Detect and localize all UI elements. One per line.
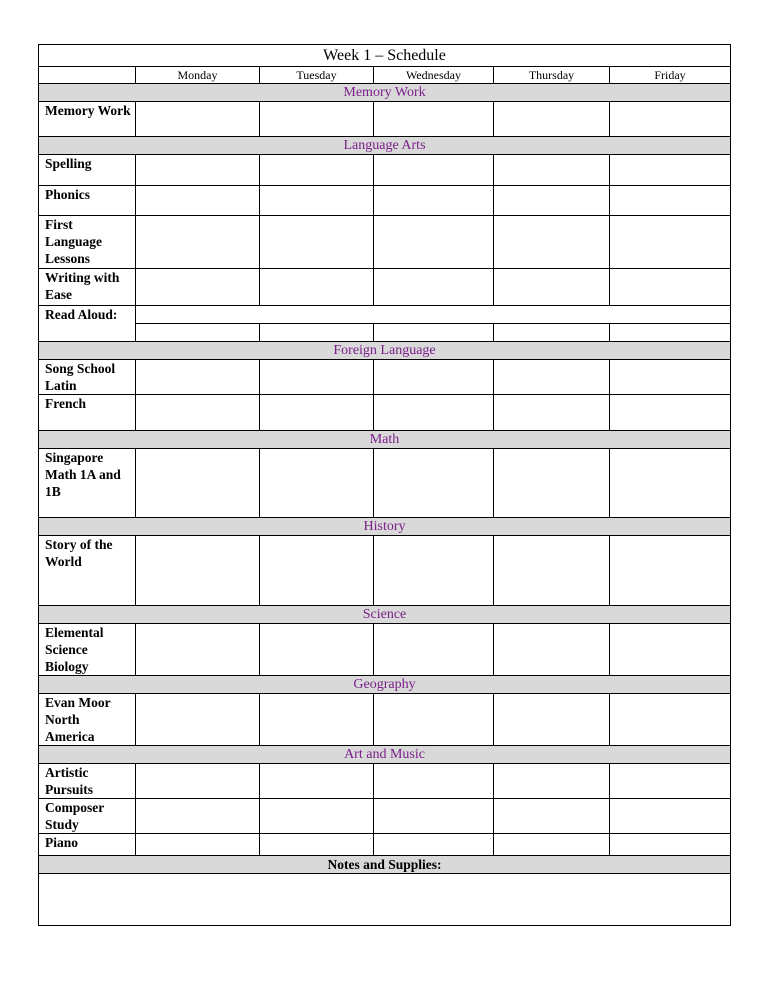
- schedule-cell[interactable]: [610, 834, 731, 856]
- section-heading-language-arts: Language Arts: [39, 137, 731, 155]
- schedule-cell[interactable]: [136, 764, 260, 799]
- schedule-cell[interactable]: [610, 324, 731, 342]
- schedule-cell[interactable]: [610, 536, 731, 606]
- schedule-cell[interactable]: [136, 102, 260, 137]
- schedule-cell[interactable]: [260, 764, 374, 799]
- subject-label: Memory Work: [39, 102, 136, 137]
- schedule-cell[interactable]: [260, 216, 374, 269]
- schedule-cell[interactable]: [610, 216, 731, 269]
- section-heading-history: History: [39, 518, 731, 536]
- subject-row: [39, 102, 731, 137]
- subject-label: Read Aloud:: [39, 306, 136, 342]
- subject-label: Phonics: [39, 186, 136, 216]
- schedule-cell[interactable]: [136, 624, 260, 676]
- subject-row: [39, 694, 731, 746]
- subject-label: Writing with Ease: [39, 269, 136, 306]
- schedule-cell[interactable]: [136, 395, 260, 431]
- notes-heading: Notes and Supplies:: [39, 856, 731, 874]
- schedule-table: [38, 44, 731, 926]
- subject-label: Elemental Science Biology: [39, 624, 136, 676]
- day-header-blank: [39, 67, 136, 84]
- schedule-cell[interactable]: [494, 624, 610, 676]
- schedule-cell[interactable]: [494, 799, 610, 834]
- schedule-cell[interactable]: [494, 449, 610, 518]
- day-header-tuesday: Tuesday: [260, 67, 374, 84]
- schedule-cell[interactable]: [374, 395, 494, 431]
- subject-row: [39, 834, 731, 856]
- subject-label: Evan Moor North America: [39, 694, 136, 746]
- schedule-cell[interactable]: [494, 102, 610, 137]
- schedule-cell[interactable]: [136, 269, 260, 306]
- section-heading-foreign-language: Foreign Language: [39, 342, 731, 360]
- schedule-cell[interactable]: [260, 186, 374, 216]
- schedule-cell[interactable]: [374, 269, 494, 306]
- read-aloud-daily-row: [39, 324, 731, 342]
- schedule-cell[interactable]: [260, 102, 374, 137]
- schedule-cell[interactable]: [136, 186, 260, 216]
- schedule-cell[interactable]: [260, 155, 374, 186]
- day-header-wednesday: Wednesday: [374, 67, 494, 84]
- schedule-cell[interactable]: [374, 360, 494, 395]
- schedule-cell[interactable]: [610, 624, 731, 676]
- subject-label: Piano: [39, 834, 136, 856]
- section-heading-memory-work: Memory Work: [39, 84, 731, 102]
- schedule-cell[interactable]: [136, 360, 260, 395]
- day-header-row: [39, 67, 731, 84]
- schedule-cell[interactable]: [374, 834, 494, 856]
- schedule-cell[interactable]: [494, 360, 610, 395]
- subject-row: [39, 269, 731, 306]
- schedule-title: Week 1 – Schedule: [39, 45, 731, 67]
- schedule-cell[interactable]: [374, 799, 494, 834]
- schedule-cell[interactable]: [610, 799, 731, 834]
- subject-row: [39, 186, 731, 216]
- section-heading-art-and-music: Art and Music: [39, 746, 731, 764]
- schedule-cell[interactable]: [136, 536, 260, 606]
- schedule-cell[interactable]: [494, 216, 610, 269]
- schedule-cell[interactable]: [374, 449, 494, 518]
- schedule-sheet: [38, 44, 730, 926]
- schedule-cell[interactable]: [374, 102, 494, 137]
- schedule-cell[interactable]: [610, 186, 731, 216]
- schedule-cell[interactable]: [260, 360, 374, 395]
- subject-label: Story of the World: [39, 536, 136, 606]
- schedule-cell[interactable]: [260, 694, 374, 746]
- subject-label: First Language Lessons: [39, 216, 136, 269]
- subject-row: [39, 624, 731, 676]
- section-heading-math: Math: [39, 431, 731, 449]
- schedule-cell[interactable]: [374, 624, 494, 676]
- schedule-cell[interactable]: [494, 155, 610, 186]
- subject-row: [39, 360, 731, 395]
- schedule-cell[interactable]: [610, 395, 731, 431]
- schedule-cell[interactable]: [136, 324, 260, 342]
- subject-label: Song School Latin: [39, 360, 136, 395]
- schedule-cell[interactable]: [494, 186, 610, 216]
- subject-label: Composer Study: [39, 799, 136, 834]
- schedule-cell[interactable]: [374, 186, 494, 216]
- schedule-cell[interactable]: [260, 324, 374, 342]
- subject-row: [39, 799, 731, 834]
- schedule-cell[interactable]: [260, 536, 374, 606]
- subject-row: [39, 395, 731, 431]
- schedule-cell[interactable]: [260, 269, 374, 306]
- schedule-cell[interactable]: [494, 395, 610, 431]
- schedule-cell[interactable]: [494, 269, 610, 306]
- day-header-thursday: Thursday: [494, 67, 610, 84]
- schedule-cell[interactable]: [374, 764, 494, 799]
- subject-row: [39, 216, 731, 269]
- schedule-cell[interactable]: [374, 536, 494, 606]
- schedule-cell[interactable]: [260, 799, 374, 834]
- subject-row: [39, 155, 731, 186]
- notes-area[interactable]: [39, 874, 731, 926]
- schedule-cell[interactable]: [610, 694, 731, 746]
- schedule-cell[interactable]: [136, 834, 260, 856]
- subject-row: [39, 536, 731, 606]
- schedule-cell[interactable]: [260, 624, 374, 676]
- schedule-cell[interactable]: [610, 269, 731, 306]
- schedule-cell[interactable]: [136, 216, 260, 269]
- schedule-cell[interactable]: [494, 324, 610, 342]
- schedule-cell[interactable]: [494, 694, 610, 746]
- schedule-cell[interactable]: [260, 834, 374, 856]
- schedule-cell[interactable]: [136, 799, 260, 834]
- schedule-cell[interactable]: [610, 102, 731, 137]
- schedule-cell[interactable]: [136, 694, 260, 746]
- schedule-cell[interactable]: [374, 694, 494, 746]
- section-heading-geography: Geography: [39, 676, 731, 694]
- schedule-cell[interactable]: [610, 360, 731, 395]
- schedule-cell[interactable]: [374, 324, 494, 342]
- read-aloud-entry[interactable]: [136, 306, 731, 324]
- schedule-cell[interactable]: [494, 536, 610, 606]
- section-heading-science: Science: [39, 606, 731, 624]
- schedule-cell[interactable]: [260, 395, 374, 431]
- subject-label: Artistic Pursuits: [39, 764, 136, 799]
- read-aloud-row: [39, 306, 731, 324]
- subject-label: Singapore Math 1A and 1B: [39, 449, 136, 518]
- schedule-cell[interactable]: [610, 155, 731, 186]
- subject-row: [39, 764, 731, 799]
- schedule-cell[interactable]: [136, 449, 260, 518]
- schedule-cell[interactable]: [610, 449, 731, 518]
- schedule-cell[interactable]: [374, 216, 494, 269]
- schedule-cell[interactable]: [374, 155, 494, 186]
- subject-label: Spelling: [39, 155, 136, 186]
- day-header-monday: Monday: [136, 67, 260, 84]
- schedule-cell[interactable]: [610, 764, 731, 799]
- schedule-cell[interactable]: [494, 764, 610, 799]
- subject-label: French: [39, 395, 136, 431]
- day-header-friday: Friday: [610, 67, 731, 84]
- schedule-cell[interactable]: [494, 834, 610, 856]
- subject-row: [39, 449, 731, 518]
- schedule-cell[interactable]: [136, 155, 260, 186]
- schedule-cell[interactable]: [260, 449, 374, 518]
